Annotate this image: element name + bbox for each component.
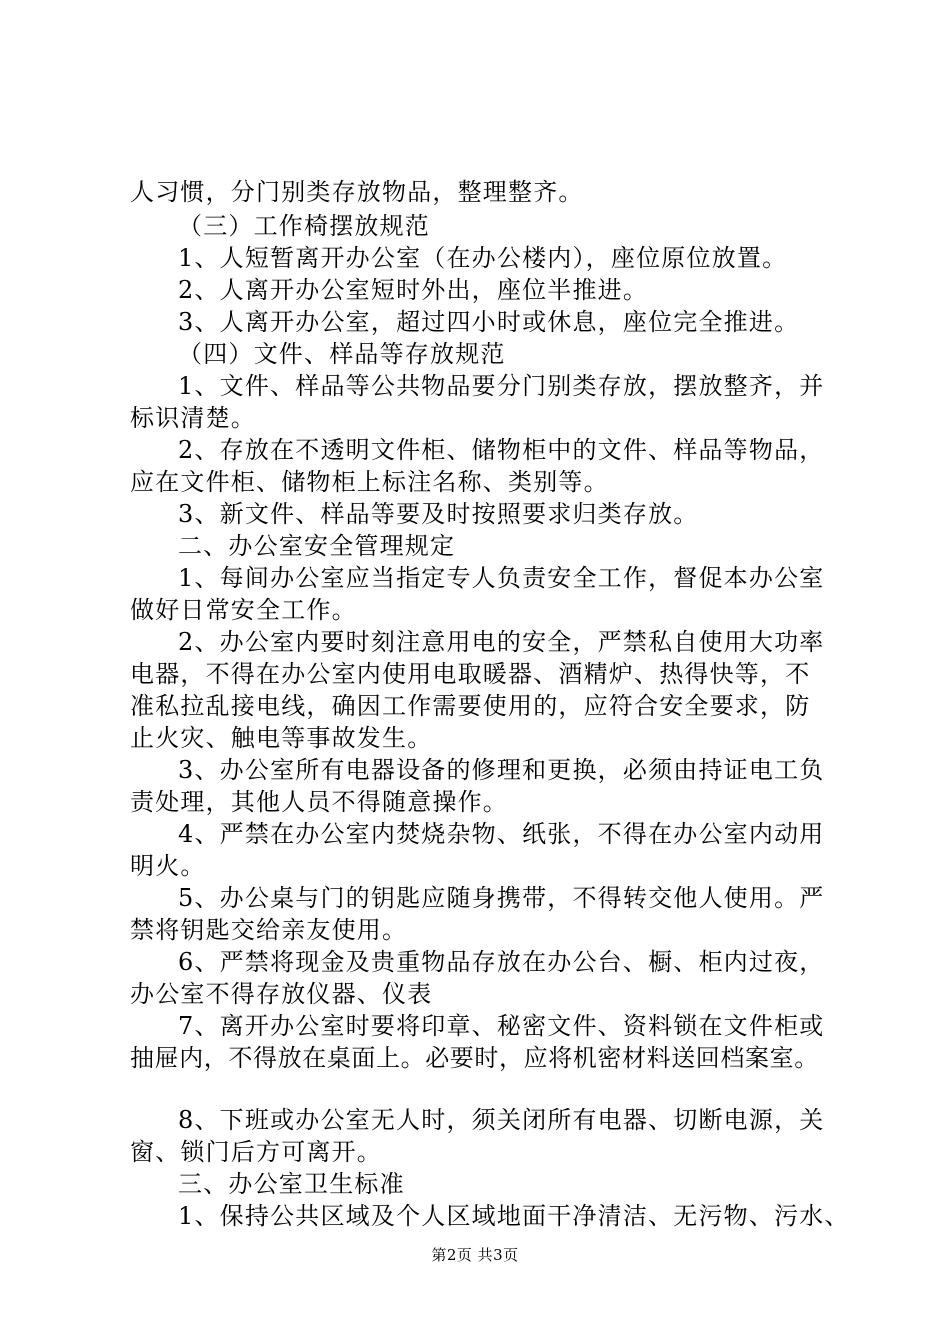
- section-heading: 二、办公室安全管理规定: [178, 532, 456, 560]
- text-line: 3、人离开办公室，超过四小时或休息，座位完全推进。: [178, 308, 800, 336]
- text-line: 明火。: [130, 852, 206, 880]
- text-line: 禁将钥匙交给亲友使用。: [130, 916, 408, 944]
- section-heading: （四）文件、样品等存放规范: [178, 340, 506, 368]
- text-line: 电器，不得在办公室内使用电取暖器、酒精炉、热得快等，不: [130, 660, 811, 688]
- section-heading: （三）工作椅摆放规范: [178, 212, 430, 240]
- text-line: 3、办公室所有电器设备的修理和更换，必须由持证电工负: [178, 756, 825, 784]
- text-line: 应在文件柜、储物柜上标注名称、类别等。: [130, 468, 609, 496]
- text-line: 3、新文件、样品等要及时按照要求归类存放。: [178, 500, 699, 528]
- text-line: 止火灾、触电等事故发生。: [130, 724, 433, 752]
- text-line: 抽屉内，不得放在桌面上。必要时，应将机密材料送回档案室。: [130, 1044, 819, 1072]
- text-line: 5、办公桌与门的钥匙应随身携带，不得转交他人使用。严: [178, 884, 825, 912]
- text-line: 1、每间办公室应当指定专人负责安全工作，督促本办公室: [178, 564, 825, 592]
- page-footer: 第2页 共3页: [431, 1246, 519, 1264]
- text-line: 8、下班或办公室无人时，须关闭所有电器、切断电源，关: [178, 1106, 825, 1134]
- text-line: 1、人短暂离开办公室（在办公楼内），座位原位放置。: [178, 244, 788, 272]
- section-heading: 三、办公室卫生标准: [178, 1170, 405, 1198]
- text-line: 做好日常安全工作。: [130, 596, 357, 624]
- text-line: 7、离开办公室时要将印章、秘密文件、资料锁在文件柜或: [178, 1012, 825, 1040]
- text-line: 办公室不得存放仪器、仪表: [130, 980, 433, 1008]
- text-line: 窗、锁门后方可离开。: [130, 1138, 382, 1166]
- text-line: 准私拉乱接电线，确因工作需要使用的，应符合安全要求，防: [130, 692, 811, 720]
- text-line: 人习惯，分门别类存放物品，整理整齐。: [130, 178, 584, 206]
- text-line: 责处理，其他人员不得随意操作。: [130, 788, 508, 816]
- text-line: 1、文件、样品等公共物品要分门别类存放，摆放整齐，并: [178, 372, 825, 400]
- text-line: 1、保持公共区域及个人区域地面干净清洁、无污物、污水、: [178, 1202, 850, 1230]
- text-line: 6、严禁将现金及贵重物品存放在办公台、橱、柜内过夜，: [178, 948, 825, 976]
- text-line: 2、办公室内要时刻注意用电的安全，严禁私自使用大功率: [178, 628, 825, 656]
- text-line: 4、严禁在办公室内焚烧杂物、纸张，不得在办公室内动用: [178, 820, 825, 848]
- text-line: 2、存放在不透明文件柜、储物柜中的文件、样品等物品，: [178, 436, 825, 464]
- text-line: 标识清楚。: [130, 404, 256, 432]
- text-line: 2、人离开办公室短时外出，座位半推进。: [178, 276, 649, 304]
